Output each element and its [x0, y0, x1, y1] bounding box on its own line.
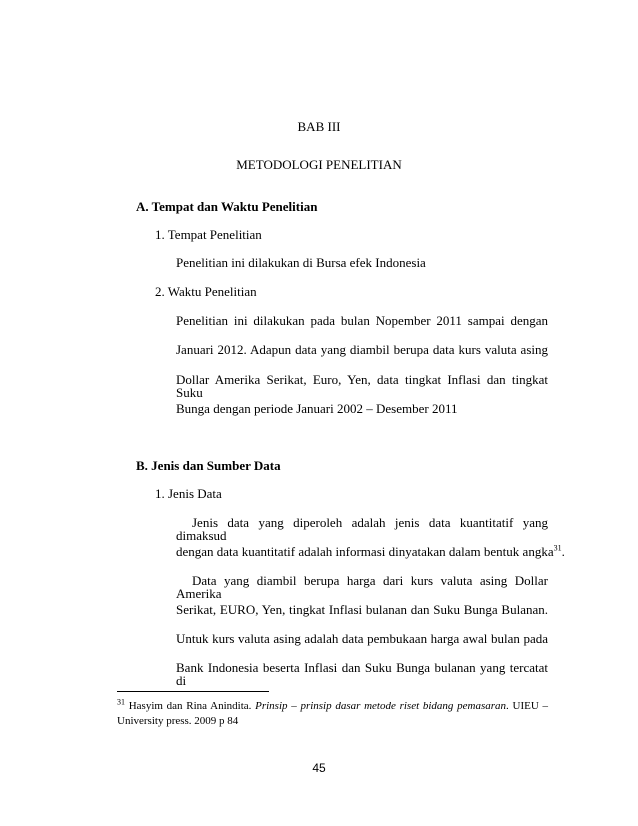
footnote-title: Prinsip – prinsip dasar metode riset bidang pemasaran: [255, 700, 507, 712]
footnote-separator: [117, 691, 269, 692]
footnote-rest: . UIEU –: [506, 700, 548, 712]
footnote-authors: Hasyim dan Rina Anindita.: [125, 700, 256, 712]
paragraph-line: Data yang diambil berupa harga dari kurs valuta asing Dollar Amerika: [176, 573, 548, 601]
paragraph-line: Penelitian ini dilakukan pada bulan Nopember 2011 sampai dengan: [176, 313, 548, 328]
footnote-reference-trailer: .: [561, 544, 565, 559]
paragraph-line: Januari 2012. Adapun data yang diambil berupa data kurs valuta asing: [176, 342, 548, 357]
paragraph-line: Bunga dengan periode Januari 2002 – Desember 2011: [176, 401, 458, 416]
paragraph-line: Jenis data yang diperoleh adalah jenis data kuantitatif yang dimaksud: [176, 515, 548, 543]
paragraph-line: Serikat, EURO, Yen, tingkat Inflasi bulanan dan Suku Bunga Bulanan.: [176, 602, 548, 617]
chapter-title: METODOLOGI PENELITIAN: [236, 157, 402, 172]
footnote-reference: 31: [553, 543, 562, 553]
section-b-heading: B. Jenis dan Sumber Data: [136, 458, 281, 473]
section-a-item-2-label: 2. Waktu Penelitian: [155, 284, 257, 299]
footnote-number: 31: [117, 697, 125, 707]
section-a-item-1-label: 1. Tempat Penelitian: [155, 227, 262, 242]
paragraph-line: Bank Indonesia beserta Inflasi dan Suku Bunga bulanan yang tercatat di: [176, 660, 548, 688]
footnote-line-2: University press. 2009 p 84: [117, 715, 239, 727]
section-b-item-1-label: 1. Jenis Data: [155, 486, 222, 501]
page-number: 45: [312, 761, 326, 775]
paragraph-line: Untuk kurs valuta asing adalah data pembukaan harga awal bulan pada: [176, 631, 548, 646]
paragraph-line: Dollar Amerika Serikat, Euro, Yen, data tingkat Inflasi dan tingkat Suku: [176, 372, 548, 400]
paragraph-text: dengan data kuantitatif adalah informasi dinyatakan dalam bentuk angka: [176, 544, 554, 559]
footnote-line-1: [117, 697, 548, 714]
chapter-number: BAB III: [297, 119, 341, 134]
paragraph-line-with-footnote: [176, 545, 565, 558]
section-a-item-1-text: Penelitian ini dilakukan di Bursa efek Indonesia: [176, 255, 426, 270]
section-a-heading: A. Tempat dan Waktu Penelitian: [136, 199, 318, 214]
